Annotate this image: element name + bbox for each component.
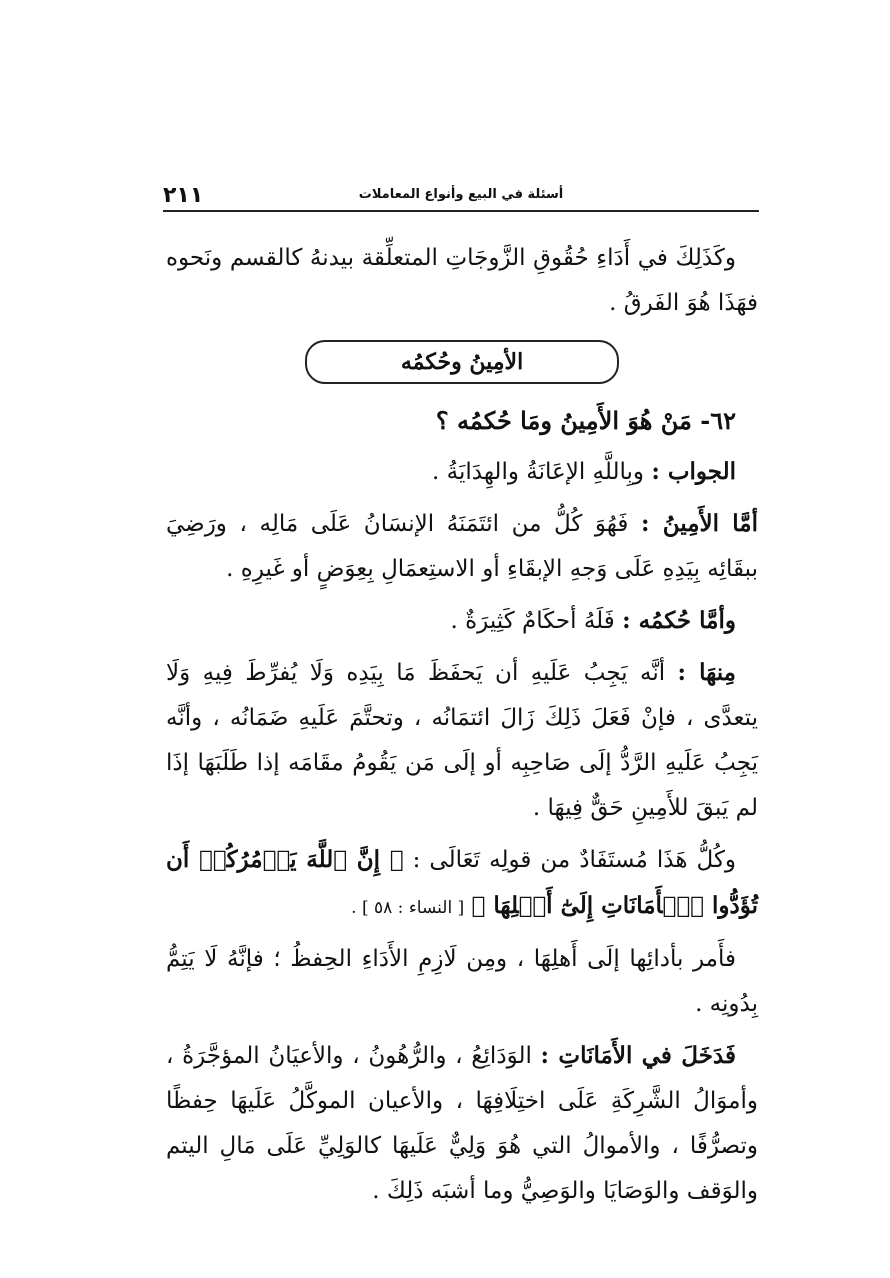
question-heading: [166, 398, 758, 443]
rulings-detail-paragraph: [166, 650, 758, 831]
includes-paragraph: [166, 1033, 758, 1214]
definition-paragraph: [166, 501, 758, 592]
intro-text: وكَذَلِكَ في أَدَاءِ حُقُوقِ الزَّوجَاتِ المتعلِّقة بيدنهُ كالقسم ونَحوه فهَذَا هُوَ الفَرقُ .: [166, 245, 758, 316]
section-title: الأمِينُ وحُكمُه: [400, 349, 524, 375]
answer-text: وبِاللَّهِ الإعَانَةُ والهِدَايَةُ .: [432, 459, 645, 485]
quran-reference: [ النساء : ٥٨ ] .: [351, 898, 465, 918]
includes-label: فَدَخَلَ في الأَمَانَاتِ :: [540, 1042, 736, 1069]
quran-verse: ﴿ إِنَّ ٱللَّهَ يَأۡمُرُكُمۡ أَن تُؤَدُّوا ٱلۡأَمَانَاتِ إِلَىٰٓ أَهۡلِهَا ﴾: [166, 846, 758, 919]
page-header: [163, 183, 759, 209]
ruling-text: فَلَهُ أحكَامٌ كَثِيرَةٌ .: [450, 608, 615, 634]
header-rule: [163, 210, 759, 212]
command-paragraph: [166, 937, 758, 1027]
rulings-detail-label: مِنهَا :: [677, 659, 736, 686]
ruling-paragraph: [166, 598, 758, 644]
definition-text: فَهُوَ كُلُّ من ائتَمَنَهُ الإنسَانُ عَلَى مَالِه ، ورَضِيَ ببقَائِه بِيَدِهِ عَلَى وَجهِ الإبقَاءِ أو الاستِعمَالِ بِعِوَضٍ أو غَيرِهِ .: [166, 511, 758, 582]
section-heading-box: [305, 340, 619, 384]
ruling-label: وأمَّا حُكمُه :: [622, 607, 736, 634]
question-text: ٦٢- مَنْ هُوَ الأَمِينُ ومَا حُكمُه ؟: [435, 406, 736, 435]
intro-paragraph: [166, 236, 758, 326]
running-title: أسئلة في البيع وأنواع المعاملات: [358, 187, 564, 202]
definition-label: أمَّا الأَمِينُ :: [640, 510, 759, 537]
command-text: فأَمر بأدائِها إلَى أَهلِهَا ، ومِن لَازِمِ الأَدَاءِ الحِفظُ ؛ فإنَّهُ لَا يَتِمُّ بِدُونِه .: [166, 946, 758, 1017]
rulings-detail-text: أنَّه يَجِبُ عَلَيهِ أن يَحفَظَ مَا بِيَدِه وَلَا يُفرِّطَ فِيهِ وَلَا يتعدَّى ، فإنْ فَعَلَ ذَلِكَ زَالَ ائتمَانُه ، وتحتَّمَ عَلَيهِ ضَمَانُه ، وأنَّه يَجِبُ عَلَيهِ الرَّدُّ إلَى صَاحِبِه أو إلَى مَن يَقُومُ مقَامَه إذا طَلَبَهَا إذَا لم يَبقَ للأَمِينِ حَقٌّ فِيهَا .: [166, 660, 758, 821]
answer-label: الجواب :: [651, 458, 736, 485]
answer-paragraph: [166, 449, 758, 495]
quran-paragraph: [166, 837, 758, 931]
page-number: ٢١١: [163, 183, 204, 208]
body-text: [166, 236, 758, 1220]
includes-text: الوَدَائِعُ ، والرُّهُونُ ، والأعيَانُ المؤجَّرَةُ ، وأموَالُ الشَّرِكَةِ عَلَى اختِلَافِهَا ، والأعيان الموكَّلُ عَلَيهَا حِفظًا وتصرُّفًا ، والأموالُ التي هُوَ وَلِيٌّ عَلَيهَا كالوَلِيِّ عَلَى مَالِ اليتم والوَقف والوَصَايَا والوَصِيُّ وما أشبَه ذَلِكَ .: [166, 1043, 758, 1204]
quran-intro: وكُلُّ هَذَا مُستَفَادٌ من قولِه تَعَالَى :: [412, 847, 737, 873]
